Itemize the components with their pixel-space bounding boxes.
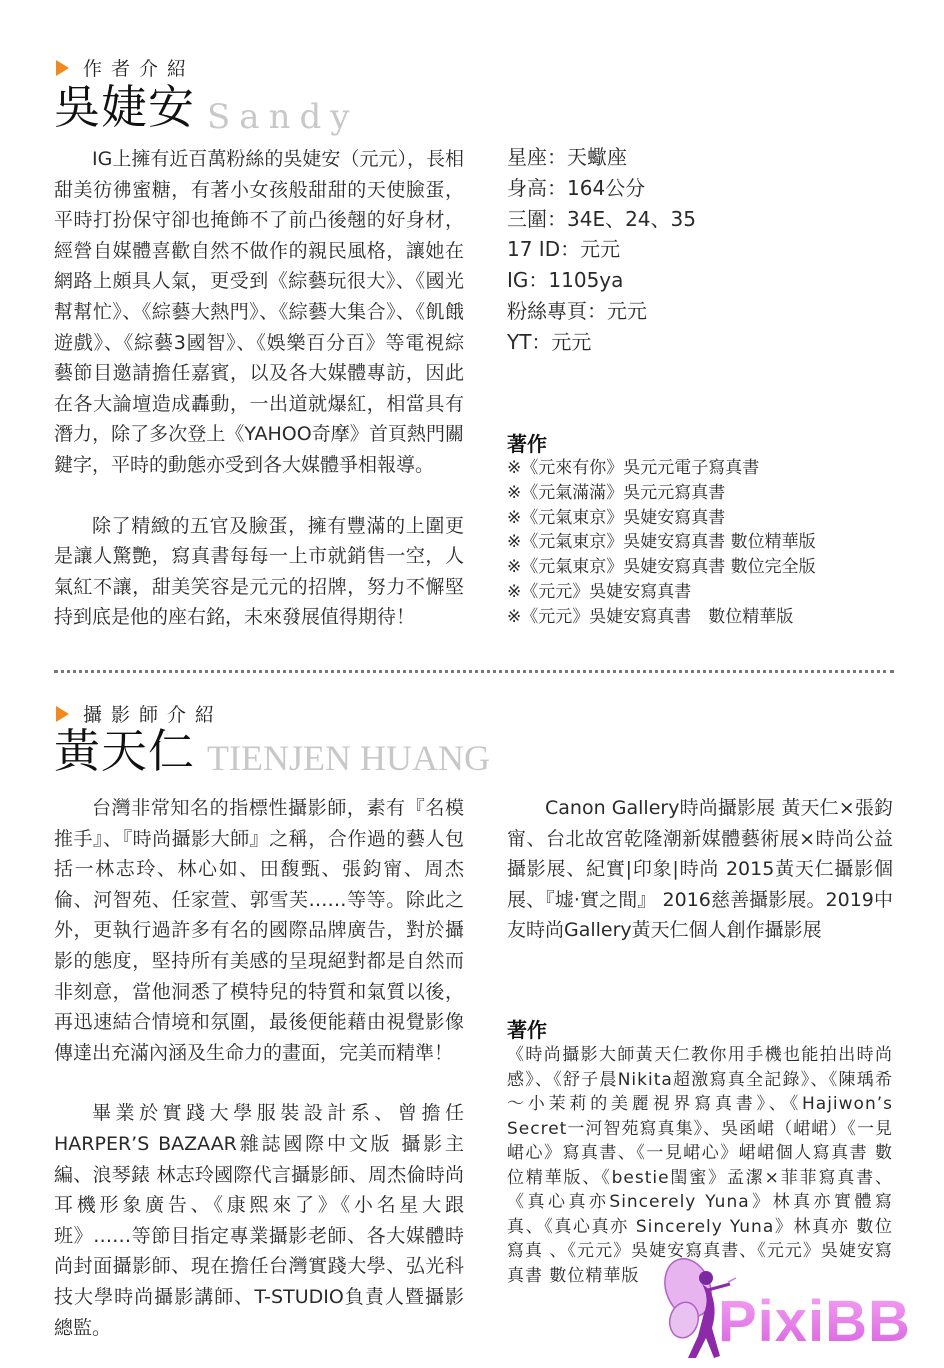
photographer-exhibitions bbox=[507, 793, 893, 946]
author-works-list bbox=[507, 456, 816, 630]
author-bio-paragraph-1: IG上擁有近百萬粉絲的吳婕安（元元），長相甜美彷彿蜜糖，有著小女孩般甜甜的天使臉蛋，平時打扮保守卻也掩飾不了前凸後翹的好身材，經營自媒體喜歡自然不做作的親民風格，讓她在網路上頗具人氣，更受到《綜藝玩很大》、《國光幫幫忙》、《綜藝大熱門》、《綜藝大集合》、《飢餓遊戲》、《綜藝3國智》、《娛樂百分百》等電視綜藝節目邀請擔任嘉賓，以及各大媒體專訪，因此在各大論壇造成轟動，一出道就爆紅，相當具有潛力，除了多次登上《YAHOO奇摩》首頁熱門關鍵字，平時的動態亦受到各大媒體爭相報導。 bbox=[54, 148, 464, 476]
works-item: ※《元氣滿滿》吳元元寫真書 bbox=[507, 482, 726, 503]
photographer-bio-paragraph-2: 畢業於實踐大學服裝設計系、曾擔任HARPER’S BAZAAR雜誌國際中文版 攝影主編、浪琴錶 林志玲國際代言攝影師、周杰倫時尚耳機形象廣告、《康熙來了》《小名星大跟班》……等節目指定專業攝影老師、各大媒體時尚封面攝影師、現在擔任台灣實踐大學、弘光科技大學時尚攝影講師、T-STUDIO負責人暨攝影總監。 bbox=[54, 1102, 464, 1339]
exhibitions-text: Canon Gallery時尚攝影展 黃天仁×張鈞甯、台北故宮乾隆潮新媒體藝術展×時尚公益攝影展、紀實|印象|時尚 2015黃天仁攝影個展、『墟·實之間』 2016慈善攝影展。2019中友時尚Gallery黃天仁個人創作攝影展 bbox=[507, 797, 893, 942]
info-fanpage: 粉絲專頁：元元 bbox=[507, 298, 647, 323]
photographer-bio bbox=[54, 793, 464, 1343]
photographer-name-en: TIENJEN HUANG bbox=[207, 738, 490, 778]
photographer-works-list: 《時尚攝影大師黃天仁教你用手機也能拍出時尚感》、《舒子晨Nikita超激寫真全記錄》、《陳瑀希～小茉莉的美麗視界寫真書》、《Hajiwon’s Secret一河智苑寫真集》、吳函峮（峮峮）《一見峮心》寫真書、《一見峮心》峮峮個人寫真書 數位精華版、《bestie閨蜜》孟潔×菲菲寫真書、《真心真亦Sincerely Yuna》林真亦實體寫真、《真心真亦 Sincerely Yuna》林真亦 數位寫真 、《元元》吳婕安寫真書、《元元》吳婕安寫真書 數位精華版 bbox=[507, 1045, 893, 1286]
photographer-section-label bbox=[56, 700, 223, 727]
author-bio bbox=[54, 144, 464, 633]
works-item: ※《元氣東京》吳婕安寫真書 數位精華版 bbox=[507, 532, 816, 553]
author-bio-paragraph-2: 除了精緻的五官及臉蛋，擁有豐滿的上圍更是讓人驚艷，寫真書每每一上市就銷售一空，人氣紅不讓，甜美笑容是元元的招牌，努力不懈堅持到底是他的座右銘，未來發展值得期待！ bbox=[54, 514, 464, 629]
info-height: 身高：164公分 bbox=[507, 175, 646, 200]
info-yt: YT：元元 bbox=[507, 329, 592, 354]
works-item: ※《元氣東京》吳婕安寫真書 數位完全版 bbox=[507, 557, 816, 578]
photographer-name bbox=[54, 724, 490, 778]
works-item: ※《元氣東京》吳婕安寫真書 bbox=[507, 507, 726, 528]
works-item: ※《元元》吳婕安寫真書 數位精華版 bbox=[507, 606, 794, 627]
author-name-cn: 吳婕安 bbox=[54, 80, 195, 134]
dotted-divider bbox=[54, 670, 894, 673]
info-measurements: 三圍：34E、24、35 bbox=[507, 206, 696, 231]
section-label-text: 作者介紹 bbox=[83, 58, 196, 80]
info-ig: IG：1105ya bbox=[507, 268, 624, 293]
triangle-marker-icon bbox=[56, 706, 69, 722]
author-info-list bbox=[507, 142, 696, 358]
pixibb-watermark bbox=[648, 1258, 944, 1368]
works-item: ※《元元》吳婕安寫真書 bbox=[507, 581, 692, 602]
photographer-works-title: 著作 bbox=[507, 1018, 547, 1042]
info-zodiac: 星座：天蠍座 bbox=[507, 145, 627, 169]
author-name-en: Sandy bbox=[207, 97, 359, 137]
info-17-id: 17 ID：元元 bbox=[507, 237, 621, 262]
photographer-name-cn: 黃天仁 bbox=[54, 724, 195, 778]
triangle-marker-icon bbox=[56, 60, 69, 76]
author-works-title: 著作 bbox=[507, 432, 547, 456]
watermark-text: PixiBB bbox=[718, 1289, 911, 1354]
author-section-label bbox=[56, 54, 195, 81]
section-label-text: 攝影師介紹 bbox=[83, 704, 224, 726]
author-name bbox=[54, 80, 359, 137]
works-item: ※《元來有你》吳元元電子寫真書 bbox=[507, 458, 760, 478]
photographer-bio-paragraph-1: 台灣非常知名的指標性攝影師，素有『名模推手』、『時尚攝影大師』之稱，合作過的藝人包括一林志玲、林心如、田馥甄、張鈞甯、周杰倫、河智苑、任家萱、郭雪芙……等等。除此之外，更執行過許多有名的國際品牌廣告，對於攝影的態度，堅持所有美感的呈現絕對都是自然而非刻意，當他洞悉了模特兒的特質和氣質以後，再迅速結合情境和氛圍，最後便能藉由視覺影像傳達出充滿內涵及生命力的畫面，完美而精準！ bbox=[54, 797, 464, 1064]
